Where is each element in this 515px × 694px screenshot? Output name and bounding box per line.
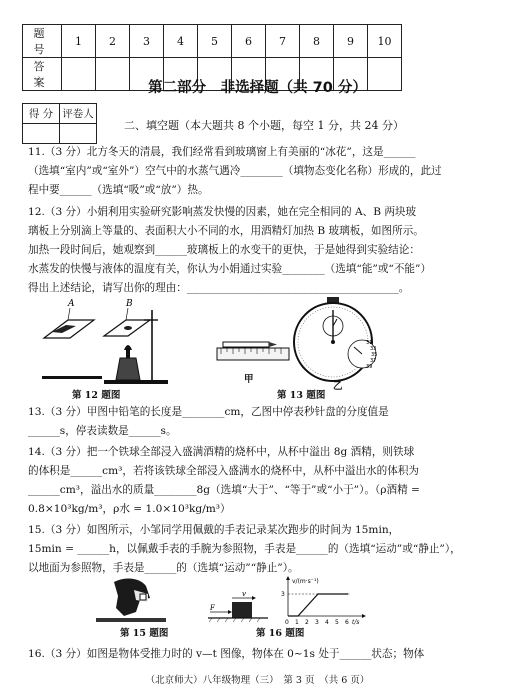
stopwatch-mark: 31: [366, 340, 373, 346]
figure-15-runner-photo: [96, 576, 166, 622]
grader-entry-cell[interactable]: [60, 124, 97, 144]
graph-x-axis-label: t/s: [352, 619, 360, 626]
graph-x-tick: 6: [345, 619, 349, 626]
figure-13-stopwatch: [288, 296, 394, 382]
section-heading: 二、填空题（本大题共 8 个小题，每空 1 分，共 24 分）: [124, 119, 404, 132]
figure-13-caption: 第 13 题图: [277, 390, 326, 401]
graph-x-tick: 2: [305, 619, 309, 626]
figure-13-ruler: [213, 328, 293, 368]
force-arrow-icon: [228, 610, 232, 614]
graph-x-tick: 4: [325, 619, 329, 626]
answer-row-heading: 答 案: [23, 58, 62, 91]
plate-a-label: A: [68, 299, 75, 309]
score-entry-cell[interactable]: [23, 124, 60, 144]
q15-line-2: 15min = ______h，以佩戴手表的手腕为参照物，手表是______的（选填“运动”或“静止”），: [28, 543, 461, 555]
pencil-tip: [269, 342, 277, 347]
graph-x-tick: 3: [315, 619, 319, 626]
q14-line-1: 14.（3 分）把一个铁球全部浸入盛满酒精的烧杯中，从杯中溢出 8g 酒精，则铁球: [28, 446, 415, 458]
q16-line-1: 16.（3 分）如图是物体受推力时的 v—t 图像，物体在 0~1s 处于______状态；物体: [28, 648, 425, 660]
q11-line-1: 11.（3 分）北方冬天的清晨，我们经常看到玻璃窗上有美丽的“冰花”，这是______: [28, 146, 416, 158]
stopwatch-mark: 33: [370, 346, 377, 352]
stopwatch-mark: 39: [366, 364, 373, 370]
question-number-cell: 5: [198, 25, 232, 58]
pushed-block: [232, 602, 252, 618]
q12-line-4: 水蒸发的快慢与液体的温度有关，你认为小娟通过实验________（选填“能”或“不能”）: [28, 263, 432, 275]
score-label: 得 分: [23, 104, 60, 124]
answer-row-heading: 题 号: [23, 25, 62, 58]
graph-velocity-line: [288, 594, 348, 616]
stand-base: [104, 380, 168, 384]
q12-line-3: 加热一段时间后，她观察到______玻璃板上的水变干的更快，于是她得到实验结论：: [28, 244, 420, 256]
q11-line-2: （选填“室内”或“室外”）空气中的水蒸气遇冷________（填物态变化名称）形成的，此过: [28, 165, 442, 177]
question-number-cell: 6: [232, 25, 266, 58]
question-number-cell: 8: [300, 25, 334, 58]
q15-line-1: 15.（3 分）如图所示，小邹同学用佩戴的手表记录某次跑步的时间为 15min，: [28, 524, 400, 536]
force-label: F: [210, 604, 215, 612]
part-title: 第二部分 非选择题（共 70 分）: [148, 80, 367, 96]
graph-y-axis-label: v/(m·s⁻¹): [292, 578, 319, 585]
q14-line-3: ______cm³，溢出水的质量________8g（选填“大于”、“等于”或“小于”）。（ρ酒精 =: [28, 484, 420, 496]
velocity-label: v: [242, 590, 246, 598]
figure-16-vt-graph: [276, 576, 366, 628]
table-surface: [42, 376, 102, 379]
stopwatch-mark: 37: [370, 358, 377, 364]
figure-12-evaporation-setup: [40, 296, 170, 386]
grader-label: 评卷人: [60, 104, 97, 124]
q13-line-2: ______s，停表读数是______s。: [28, 425, 177, 437]
answer-table-number-row: [23, 25, 402, 58]
alcohol-lamp: [116, 358, 140, 380]
figure-15-caption: 第 15 题图: [120, 628, 169, 639]
graph-x-tick: 5: [335, 619, 339, 626]
figure-16-caption: 第 16 题图: [256, 628, 305, 639]
stopwatch-mark: 35: [371, 352, 378, 358]
graph-x-tick: 0: [285, 619, 289, 626]
wristwatch: [140, 594, 146, 600]
q11-line-3: 程中要______（选填“吸”或“放”）热。: [28, 184, 209, 196]
figure-13-label-yi: 乙: [333, 381, 343, 392]
q12-line-1: 12.（3 分）小娟利用实验研究影响蒸发快慢的因素，她在完全相同的 A、B 两块玻: [28, 206, 417, 218]
figure-13-label-jia: 甲: [244, 374, 254, 385]
question-number-cell: 9: [334, 25, 368, 58]
question-number-cell: 2: [96, 25, 130, 58]
question-number-cell: 4: [164, 25, 198, 58]
velocity-arrow-icon: [252, 596, 256, 600]
water-drop-b: [124, 326, 132, 330]
question-number-cell: 3: [130, 25, 164, 58]
q14-line-4: 0.8×10³kg/m³，ρ水 = 1.0×10³kg/m³）: [28, 503, 231, 515]
q12-line-5: 得出上述结论，请写出你的理由：________________________________________。: [28, 282, 410, 294]
graph-x-tick: 1: [295, 619, 299, 626]
figure-12-caption: 第 12 题图: [72, 390, 121, 401]
graph-y-tick: 3: [281, 591, 285, 598]
q15-line-3: 以地面为参照物，手表是______的（选填“运动”“静止”）。: [28, 562, 299, 574]
pencil: [223, 342, 269, 347]
ruler: [217, 348, 289, 360]
question-number-cell: 1: [62, 25, 96, 58]
flame-icon: [124, 345, 132, 350]
figure-16-block-diagram: [208, 588, 268, 624]
q13-line-1: 13.（3 分）甲图中铅笔的长度是________cm，乙图中停表秒针盘的分度值是: [28, 406, 389, 418]
score-box: [22, 103, 97, 144]
question-number-cell: 10: [368, 25, 402, 58]
q14-line-2: 的体积是______cm³，若将该铁球全部浸入盛满水的烧杯中，从杯中溢出水的体积为: [28, 465, 420, 477]
plate-b-label: B: [126, 299, 133, 309]
q12-line-2: 璃板上分别滴上等量的、表面积大小不同的水，用酒精灯加热 B 玻璃板，如图所示。: [28, 225, 424, 237]
page-footer: （北京师大）八年级物理（三） 第 3 页 （共 6 页）: [145, 675, 370, 686]
question-number-cell: 7: [266, 25, 300, 58]
